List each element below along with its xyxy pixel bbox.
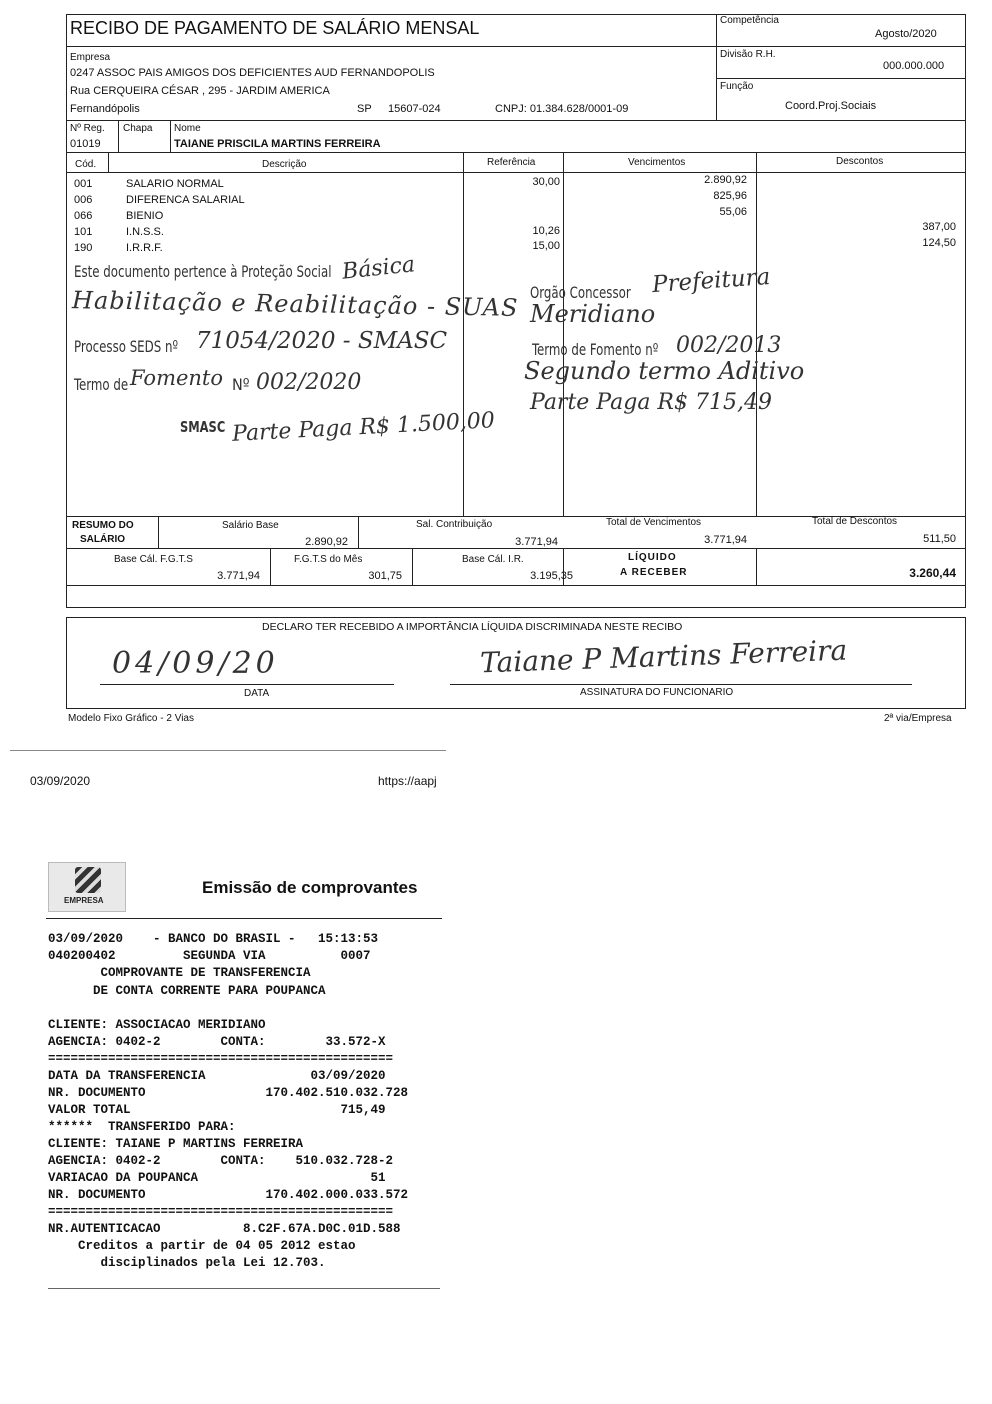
- empresa-nome: 0247 ASSOC PAIS AMIGOS DOS DEFICIENTES AUD FERNANDOPOLIS: [70, 67, 435, 79]
- bank-logo-label: EMPRESA: [64, 896, 104, 905]
- handwriting-prefeitura: Prefeitura: [651, 263, 772, 299]
- resumo-label: RESUMO DO: [72, 520, 134, 531]
- handwriting-parte-paga: Parte Paga R$ 715,49: [530, 390, 772, 415]
- receipt-line: NR.AUTENTICACAO 8.C2F.67A.D0C.01D.588: [48, 1222, 401, 1236]
- salario-base-value: 2.890,92: [305, 536, 348, 548]
- row-ref: 30,00: [532, 176, 560, 188]
- row-venc: 825,96: [713, 190, 747, 202]
- salario-base-label: Salário Base: [222, 520, 279, 531]
- base-fgts-value: 3.771,94: [217, 570, 260, 582]
- handwriting-date: 04/09/20: [112, 646, 279, 681]
- print-date: 03/09/2020: [30, 774, 91, 788]
- base-ir-value: 3.195,35: [530, 570, 573, 582]
- bank-logo: [48, 862, 126, 912]
- receipt-line: Creditos a partir de 04 05 2012 estao: [48, 1239, 356, 1253]
- handwriting-segundo-termo: Segundo termo Aditivo: [524, 357, 805, 385]
- empresa-label: Empresa: [70, 52, 111, 63]
- stamp-smasc-label: SMASC: [180, 418, 226, 436]
- chapa-label: Chapa: [123, 123, 153, 134]
- nreg-value: 01019: [70, 138, 101, 150]
- empresa-cnpj: CNPJ: 01.384.628/0001-09: [495, 103, 629, 115]
- row-cod: 101: [74, 226, 93, 238]
- receipt-line: 03/09/2020 - BANCO DO BRASIL - 15:13:53: [48, 932, 379, 946]
- base-fgts-label: Base Cál. F.G.T.S: [114, 554, 193, 565]
- total-desc-value: 511,50: [923, 533, 956, 545]
- receipt-separator: ==============================================: [48, 1205, 394, 1219]
- receipt-line: VALOR TOTAL 715,49: [48, 1103, 386, 1117]
- row-descontos: 124,50: [922, 237, 956, 249]
- handwriting-termo-number: 002/2020: [256, 370, 362, 395]
- col-cod-header: Cód.: [75, 159, 97, 170]
- receipt-line: AGENCIA: 0402-2 CONTA: 33.572-X: [48, 1035, 386, 1049]
- nome-value: TAIANE PRISCILA MARTINS FERREIRA: [174, 138, 381, 150]
- row-cod: 001: [74, 178, 93, 190]
- receipt-line: CLIENTE: TAIANE P MARTINS FERREIRA: [48, 1137, 304, 1151]
- receipt-line: DATA DA TRANSFERENCIA 03/09/2020: [48, 1069, 386, 1083]
- row-desc: SALARIO NORMAL: [126, 178, 224, 190]
- competencia-label: Competência: [720, 15, 779, 26]
- col-ref-header: Referência: [487, 157, 536, 168]
- row-venc: 55,06: [719, 206, 747, 218]
- receipt-line: NR. DOCUMENTO 170.402.000.033.572: [48, 1188, 409, 1202]
- receipt-line: COMPROVANTE DE TRANSFERENCIA: [48, 966, 311, 980]
- handwriting-fomento: Fomento: [130, 366, 224, 390]
- handwriting-smasc: Parte Paga R$ 1.500,00: [231, 408, 496, 447]
- base-ir-label: Base Cál. I.R.: [462, 554, 524, 565]
- fgts-mes-label: F.G.T.S do Mês: [294, 554, 363, 565]
- divisao-label: Divisão R.H.: [720, 49, 776, 60]
- row-desc: I.N.S.S.: [126, 226, 164, 238]
- sal-contrib-label: Sal. Contribuição: [416, 519, 493, 530]
- empresa-cep: 15607-024: [388, 103, 441, 115]
- receipt-line: CLIENTE: ASSOCIACAO MERIDIANO: [48, 1018, 266, 1032]
- row-ref: 10,26: [532, 225, 560, 237]
- handwriting-meridiano: Meridiano: [530, 300, 656, 328]
- handwriting-fomento-number: 002/2013: [676, 333, 782, 358]
- sal-contrib-value: 3.771,94: [515, 536, 558, 548]
- footer-via: 2ª via/Empresa: [884, 713, 952, 724]
- nome-label: Nome: [174, 123, 201, 134]
- receipt-line: ****** TRANSFERIDO PARA:: [48, 1120, 236, 1134]
- footer-model: Modelo Fixo Gráfico - 2 Vias: [68, 713, 194, 724]
- total-desc-label: Total de Descontos: [812, 516, 898, 527]
- date-label: DATA: [244, 688, 270, 699]
- handwriting-processo: 71054/2020 - SMASC: [196, 328, 448, 354]
- competencia-value: Agosto/2020: [875, 28, 937, 40]
- row-desc: DIFERENCA SALARIAL: [126, 194, 245, 206]
- row-cod: 006: [74, 194, 93, 206]
- receipt-title: RECIBO DE PAGAMENTO DE SALÁRIO MENSAL: [70, 18, 480, 38]
- bank-logo-icon: [75, 867, 101, 893]
- col-venc-header: Vencimentos: [628, 157, 686, 168]
- empresa-cidade: Fernandópolis: [70, 103, 140, 115]
- handwriting-habilitacao: Habilitação e Reabilitação - SUAS: [71, 286, 519, 322]
- total-venc-value: 3.771,94: [704, 534, 747, 546]
- stamp-processo-label: Processo SEDS nº: [74, 337, 179, 356]
- receipt-line: DE CONTA CORRENTE PARA POUPANCA: [48, 984, 326, 998]
- resumo-label-2: SALÁRIO: [80, 534, 125, 545]
- signature-label: ASSINATURA DO FUNCIONARIO: [580, 687, 734, 698]
- liquido-value: 3.260,44: [909, 566, 956, 580]
- stamp-termo-no: Nº: [232, 375, 250, 394]
- row-venc: 2.890,92: [704, 174, 747, 186]
- funcao-value: Coord.Proj.Sociais: [785, 100, 877, 112]
- print-url[interactable]: https://aapj: [378, 774, 437, 788]
- fgts-mes-value: 301,75: [368, 570, 402, 582]
- row-desc: I.R.R.F.: [126, 242, 163, 254]
- col-descontos-header: Descontos: [836, 156, 884, 167]
- stamp-orgao-label: Orgão Concessor: [530, 283, 631, 302]
- empresa-endereco: Rua CERQUEIRA CÉSAR , 295 - JARDIM AMERICA: [70, 85, 330, 97]
- row-cod: 066: [74, 210, 93, 222]
- total-venc-label: Total de Vencimentos: [606, 517, 702, 528]
- receipt-line: 040200402 SEGUNDA VIA 0007: [48, 949, 371, 963]
- liquido-label-2: A RECEBER: [620, 567, 688, 578]
- bank-title: Emissão de comprovantes: [202, 878, 418, 897]
- declaration-text: DECLARO TER RECEBIDO A IMPORTÂNCIA LÍQUIDA DISCRIMINADA NESTE RECIBO: [262, 621, 683, 633]
- row-ref: 15,00: [532, 240, 560, 252]
- stamp-termo-label: Termo de: [74, 375, 129, 394]
- col-desc-header: Descrição: [262, 159, 307, 170]
- receipt-separator: ==============================================: [48, 1052, 394, 1066]
- stamp-fomento-label: Termo de Fomento nº: [532, 340, 659, 359]
- handwriting-signature: Taiane P Martins Ferreira: [479, 633, 848, 680]
- row-cod: 190: [74, 242, 93, 254]
- funcao-label: Função: [720, 81, 754, 92]
- receipt-line: disciplinados pela Lei 12.703.: [48, 1256, 326, 1270]
- row-desc: BIENIO: [126, 210, 164, 222]
- stamp-line1: Este documento pertence à Proteção Social: [74, 262, 332, 281]
- receipt-line: AGENCIA: 0402-2 CONTA: 510.032.728-2: [48, 1154, 394, 1168]
- liquido-label: LÍQUIDO: [628, 552, 677, 563]
- handwriting-basica: Básica: [340, 252, 417, 285]
- nreg-label: Nº Reg.: [70, 123, 105, 134]
- row-descontos: 387,00: [922, 221, 956, 233]
- receipt-line: VARIACAO DA POUPANCA 51: [48, 1171, 386, 1185]
- empresa-uf: SP: [357, 103, 372, 115]
- receipt-line: NR. DOCUMENTO 170.402.510.032.728: [48, 1086, 409, 1100]
- divisao-value: 000.000.000: [883, 60, 945, 72]
